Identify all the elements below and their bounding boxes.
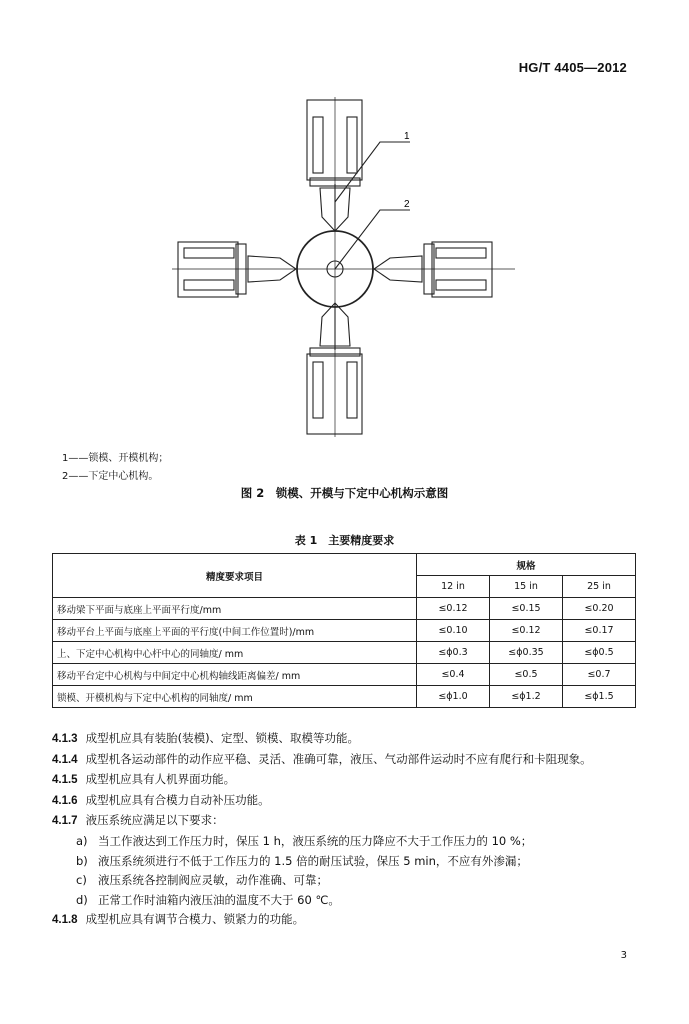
legend-item-1: 1——锁模、开模机构； [62,453,169,464]
clause-number: 4.1.3 [52,733,78,745]
subclause [52,852,636,872]
table-row [53,642,636,664]
subclause-label: b) [76,853,88,868]
subclause [52,832,636,852]
table-caption: 表 1 主要精度要求 [294,534,395,547]
clause-text: 成型机应具有装胎(装模)、定型、锁模、取模等功能。 [85,731,360,745]
size-25in: 25 in [563,576,636,598]
subclause-label: d) [76,892,88,907]
row-value: ≤0.10 [417,620,490,642]
row-value: ≤ϕ1.5 [563,686,636,708]
clause [52,770,636,791]
clause-text: 成型机各运动部件的动作应平稳、灵活、准确可靠，液压、气动部件运动时不应有爬行和卡阻现象。 [85,751,592,766]
precision-table [52,553,636,708]
row-value: ≤0.20 [563,598,636,620]
row-value: ≤ϕ0.5 [563,642,636,664]
size-15in: 15 in [490,576,563,598]
row-item: 锁模、开模机构与下定中心机构的同轴度/ mm [53,686,417,708]
clause-text: 液压系统应满足以下要求： [85,813,224,828]
row-value: ≤ϕ1.0 [417,686,490,708]
row-item: 移动平台上平面与底座上平面的平行度(中间工作位置时)/mm [53,620,417,642]
row-item: 移动平台定中心机构与中间定中心机构轴线距离偏差/ mm [53,664,417,686]
callout-1: 1 [404,131,410,142]
row-value: ≤ϕ0.35 [490,642,563,664]
size-12in: 12 in [417,576,490,598]
row-value: ≤0.15 [490,598,563,620]
subclause-text: 液压系统各控制阀应灵敏，动作准确、可靠； [98,873,328,888]
standard-number: HG/T 4405—2012 [518,60,627,75]
subclause-label: a) [76,833,88,848]
header-spec: 规格 [417,554,636,576]
row-value: ≤0.5 [490,664,563,686]
clause [52,729,636,750]
clause-number: 4.1.8 [52,914,78,927]
callout-2: 2 [404,199,410,210]
page-number: 3 [620,950,627,961]
clause [52,750,636,771]
figure-caption: 图 2 锁模、开模与下定中心机构示意图 [240,486,449,500]
table-row [53,686,636,708]
row-value: ≤0.17 [563,620,636,642]
subclause-text: 正常工作时油箱内液压油的温度不大于 60 ℃。 [98,892,340,907]
clause-number: 4.1.5 [52,774,78,787]
row-value: ≤0.12 [417,598,490,620]
row-value: ≤0.4 [417,664,490,686]
subclause [52,871,636,891]
subclause [52,891,636,911]
clause-text: 成型机应具有合模力自动补压功能。 [85,792,270,807]
row-item: 上、下定中心机构中心杆中心的同轴度/ mm [53,642,417,664]
table-row [53,664,636,686]
clause [52,910,636,931]
table-header-row [53,554,636,576]
clause-number: 4.1.6 [52,794,78,807]
subclause-label: c) [76,873,87,888]
clauses-section [52,729,636,931]
subclause-text: 当工作液达到工作压力时，保压 1 h，液压系统的压力降应不大于工作压力的 10 %； [98,833,533,848]
row-value: ≤ϕ0.3 [417,642,490,664]
row-value: ≤0.7 [563,664,636,686]
clause-text: 成型机应具有人机界面功能。 [85,772,236,787]
clause-number: 4.1.4 [52,753,78,766]
subclause-text: 液压系统须进行不低于工作压力的 1.5 倍的耐压试验，保压 5 min，不应有外渗漏； [98,853,528,868]
row-item: 移动梁下平面与底座上平面平行度/mm [53,598,417,620]
clause [52,811,636,832]
table-row [53,620,636,642]
table-row [53,598,636,620]
header-item: 精度要求项目 [53,554,417,598]
row-value: ≤ϕ1.2 [490,686,563,708]
clause-number: 4.1.7 [52,815,78,828]
clause-text: 成型机应具有调节合模力、锁紧力的功能。 [85,912,305,927]
clause [52,791,636,812]
row-value: ≤0.12 [490,620,563,642]
mechanism-diagram [170,92,520,442]
legend-item-2: 2——下定中心机构。 [62,471,159,482]
